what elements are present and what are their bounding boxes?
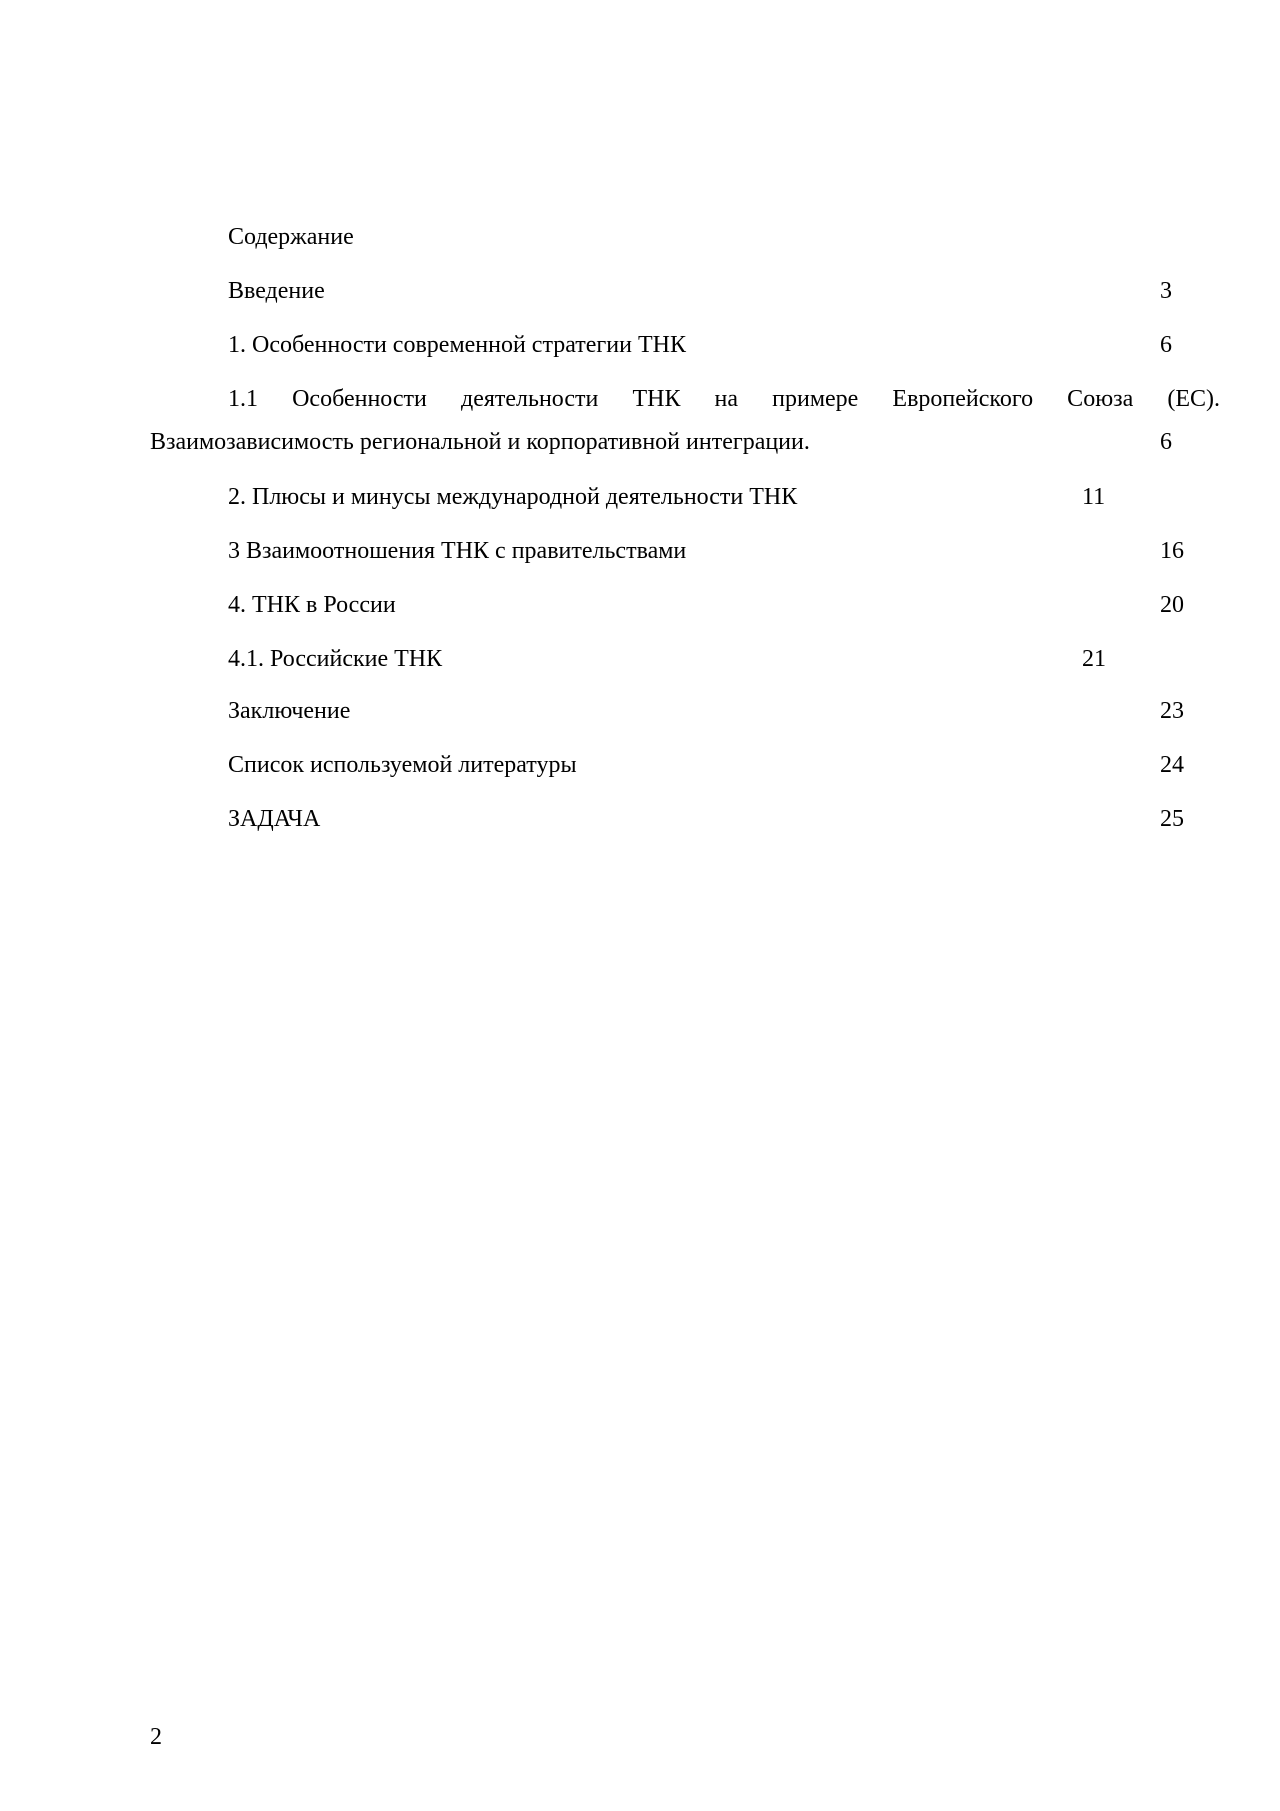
toc-entry-text: 4. ТНК в России bbox=[228, 592, 396, 618]
toc-entry-page: 16 bbox=[1160, 538, 1184, 564]
toc-entry-text: 1. Особенности современной стратегии ТНК bbox=[228, 332, 686, 358]
toc-entry-page: 11 bbox=[1082, 484, 1106, 510]
toc-entry-page: 6 bbox=[1160, 332, 1172, 358]
page-number: 2 bbox=[150, 1724, 162, 1750]
toc-entry-page: 3 bbox=[1160, 278, 1172, 304]
toc-title: Содержание bbox=[228, 224, 354, 250]
toc-entry-page: 21 bbox=[1082, 646, 1106, 672]
toc-entry-text: 4.1. Российские ТНК bbox=[228, 646, 443, 672]
toc-entry-text: Введение bbox=[228, 278, 325, 304]
toc-entry-page: 25 bbox=[1160, 806, 1184, 832]
toc-entry-text-line1: 1.1 Особенности деятельности ТНК на примере Европейского Союза (ЕС). bbox=[228, 386, 1220, 412]
toc-entry-text: 2. Плюсы и минусы международной деятельности ТНК bbox=[228, 484, 798, 510]
toc-entry-page: 20 bbox=[1160, 592, 1184, 618]
toc-entry-page: 24 bbox=[1160, 752, 1184, 778]
toc-entry-text-line2: Взаимозависимость региональной и корпоративной интеграции. bbox=[150, 429, 810, 455]
toc-entry-text: ЗАДАЧА bbox=[228, 806, 321, 832]
toc-entry-page: 23 bbox=[1160, 698, 1184, 724]
toc-entry-text: Список используемой литературы bbox=[228, 752, 577, 778]
toc-entry-text: 3 Взаимоотношения ТНК с правительствами bbox=[228, 538, 687, 564]
toc-entry-page: 6 bbox=[1160, 429, 1172, 455]
toc-entry-text: Заключение bbox=[228, 698, 351, 724]
